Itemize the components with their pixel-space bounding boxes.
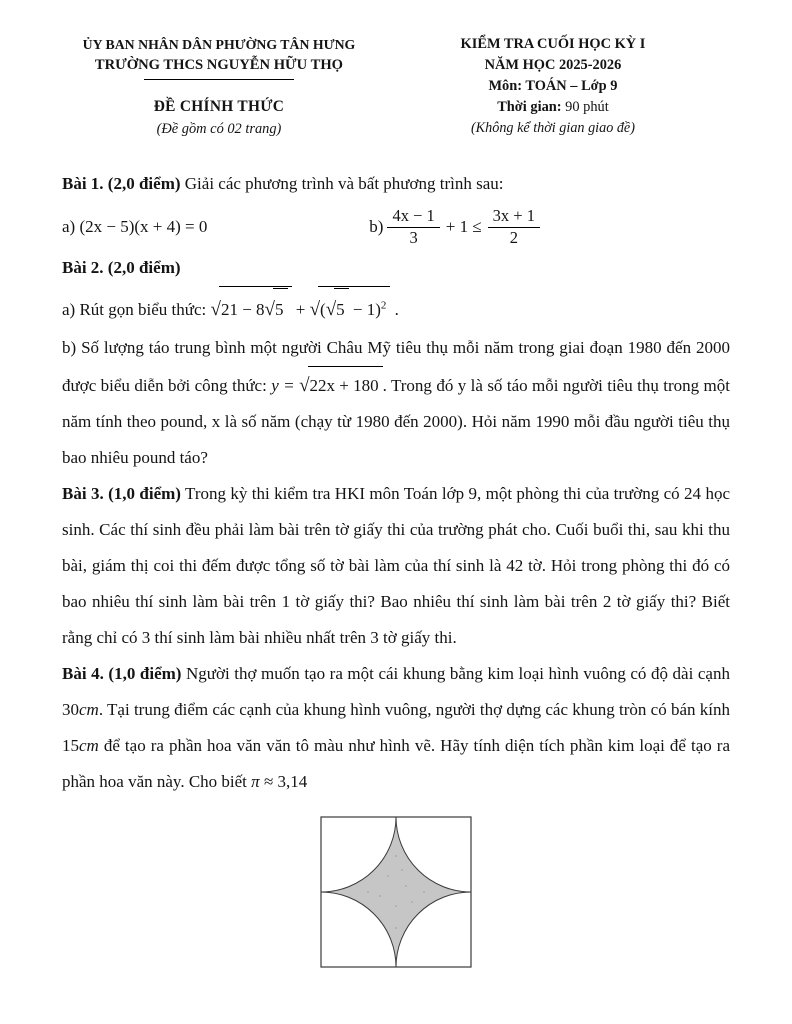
radical-3-radicand: 22x + 180: [308, 366, 383, 404]
inequality-middle: + 1 ≤: [445, 217, 482, 236]
problem-3-text: Trong kỳ thi kiểm tra HKI môn Toán lớp 9, một phòng thi của trường có 24 học sinh. Các thí sinh đều phải làm bài trên tờ giấy thi của trường phát cho. Cuối buổi thi, sau khi thu bài, giám thị coi thi đếm được tổng số tờ bài làm của thí sinh là 42 tờ. Hỏi trong phòng thi đó có bao nhiêu thí sinh làm bài trên 1 tờ giấy thi? Bao nhiêu thí sinh làm bài trên 2 tờ giấy thi? Biết rằng chỉ có 3 thí sinh làm bài nhiều nhất trên 3 tờ giấy thi.: [62, 484, 730, 647]
radical-2-open: (: [320, 300, 326, 319]
fraction-2: [488, 207, 540, 247]
problem-4-label: Bài 4. (1,0 điểm): [62, 664, 182, 683]
unit-cm-2: cm: [79, 736, 99, 755]
duration-label: Thời gian:: [497, 99, 562, 115]
problem-1-heading: [62, 166, 730, 202]
school-name: TRƯỜNG THCS NGUYỄN HỮU THỌ: [94, 57, 344, 73]
formula-y-equals: y =: [271, 376, 300, 395]
fraction-2-denominator: 2: [509, 227, 518, 247]
pi-approx-value: ≈ 3,14: [259, 772, 308, 791]
problem-2a-text: a) Rút gọn biểu thức:: [62, 300, 211, 319]
problem-2b: [62, 330, 730, 476]
problem-1a: a) (2x − 5)(x + 4) = 0: [62, 217, 208, 236]
radical-2: [310, 286, 391, 330]
problem-1b: [369, 207, 544, 247]
radical-1-inner-radicand: 5: [273, 288, 288, 330]
fraction-1-denominator: 3: [409, 227, 418, 247]
duration-line: [376, 97, 730, 118]
duration-value: 90 phút: [561, 99, 609, 115]
problem-3-label: Bài 3. (1,0 điểm): [62, 484, 181, 503]
problem-2b-text-1: b) Số lượng táo trung bình một người Châu Mỹ tiêu thụ mỗi năm trong giai đoạn 1980 đến 2000 được biểu diễn bởi công thức:: [62, 338, 730, 395]
radical-1: [211, 286, 292, 330]
subject-grade: Môn: TOÁN – Lớp 9: [488, 78, 618, 94]
duration-note: (Không kể thời gian giao đề): [470, 120, 635, 136]
radical-2-inner-sign: √: [325, 299, 337, 320]
problem-4: [62, 656, 730, 800]
end-dot: .: [390, 300, 399, 319]
exponent-2: 2: [380, 299, 387, 312]
radical-1-radicand: [219, 286, 292, 330]
pi-symbol: π: [251, 772, 260, 791]
radical-3: [299, 366, 383, 404]
official-exam-label: ĐỀ CHÍNH THỨC: [153, 98, 285, 115]
problem-2-heading: [62, 250, 730, 286]
exam-title: KIỂM TRA CUỐI HỌC KỲ I: [460, 36, 646, 52]
problem-4-text-1: Người thợ muốn tạo ra một cái khung bằng kim loại hình vuông có độ dài cạnh 30: [62, 664, 730, 719]
radical-3-sign: √: [299, 375, 310, 396]
problem-1-label: Bài 1. (2,0 điểm): [62, 174, 181, 193]
problem-2b-text-2: . Trong đó y là số táo mỗi người tiêu thụ trong một năm tính theo pound, x là số năm (chạy từ 1980 đến 2000). Hỏi năm 1990 mỗi đầu người tiêu thụ bao nhiêu pound táo?: [62, 376, 730, 467]
problem-4-text-2: . Tại trung điểm các cạnh của khung hình vuông, người thợ dựng các khung tròn có bán kính 15: [62, 700, 730, 755]
radical-1-inner-sign: √: [264, 299, 275, 320]
fraction-2-numerator: 3x + 1: [488, 207, 540, 227]
problem-1-intro: Giải các phương trình và bất phương trình sau:: [180, 174, 504, 193]
header: [62, 34, 730, 140]
radical-2-radicand: [318, 286, 390, 330]
radical-2-inner: [326, 288, 349, 330]
figure-wrap: [62, 816, 730, 973]
fraction-1: [387, 207, 439, 247]
problem-1-items: [62, 207, 730, 247]
header-left: [62, 34, 376, 140]
radical-2-inner-radicand: 5: [334, 288, 349, 330]
radical-1-sign: √: [210, 299, 221, 320]
org-name: ỦY BAN NHÂN DÂN PHƯỜNG TÂN HƯNG: [82, 37, 356, 52]
problem-4-text-3: để tạo ra phần hoa văn văn tô màu như hình vẽ. Hãy tính diện tích phần kim loại để tạo ra phần hoa văn này. Cho biết: [62, 736, 730, 791]
radical-1-pre: 21 − 8: [220, 300, 265, 319]
plus-op: +: [291, 300, 310, 319]
problem-3: [62, 476, 730, 656]
radical-2-close: − 1): [348, 300, 381, 319]
problem-1b-label: b): [369, 217, 384, 236]
unit-cm-1: cm: [79, 700, 99, 719]
radical-2-sign: √: [309, 299, 321, 320]
school-year: NĂM HỌC 2025-2026: [484, 57, 622, 73]
problem-2-label: Bài 2. (2,0 điểm): [62, 258, 181, 277]
header-divider-rule: [144, 79, 294, 80]
fraction-1-numerator: 4x − 1: [387, 207, 439, 227]
radical-1-inner: [265, 288, 288, 330]
pages-note: (Đề gồm có 02 trang): [156, 121, 282, 137]
exam-body: [62, 166, 730, 973]
figure-square-star: [318, 816, 474, 968]
header-right: [376, 34, 730, 139]
problem-2a: [62, 286, 730, 330]
